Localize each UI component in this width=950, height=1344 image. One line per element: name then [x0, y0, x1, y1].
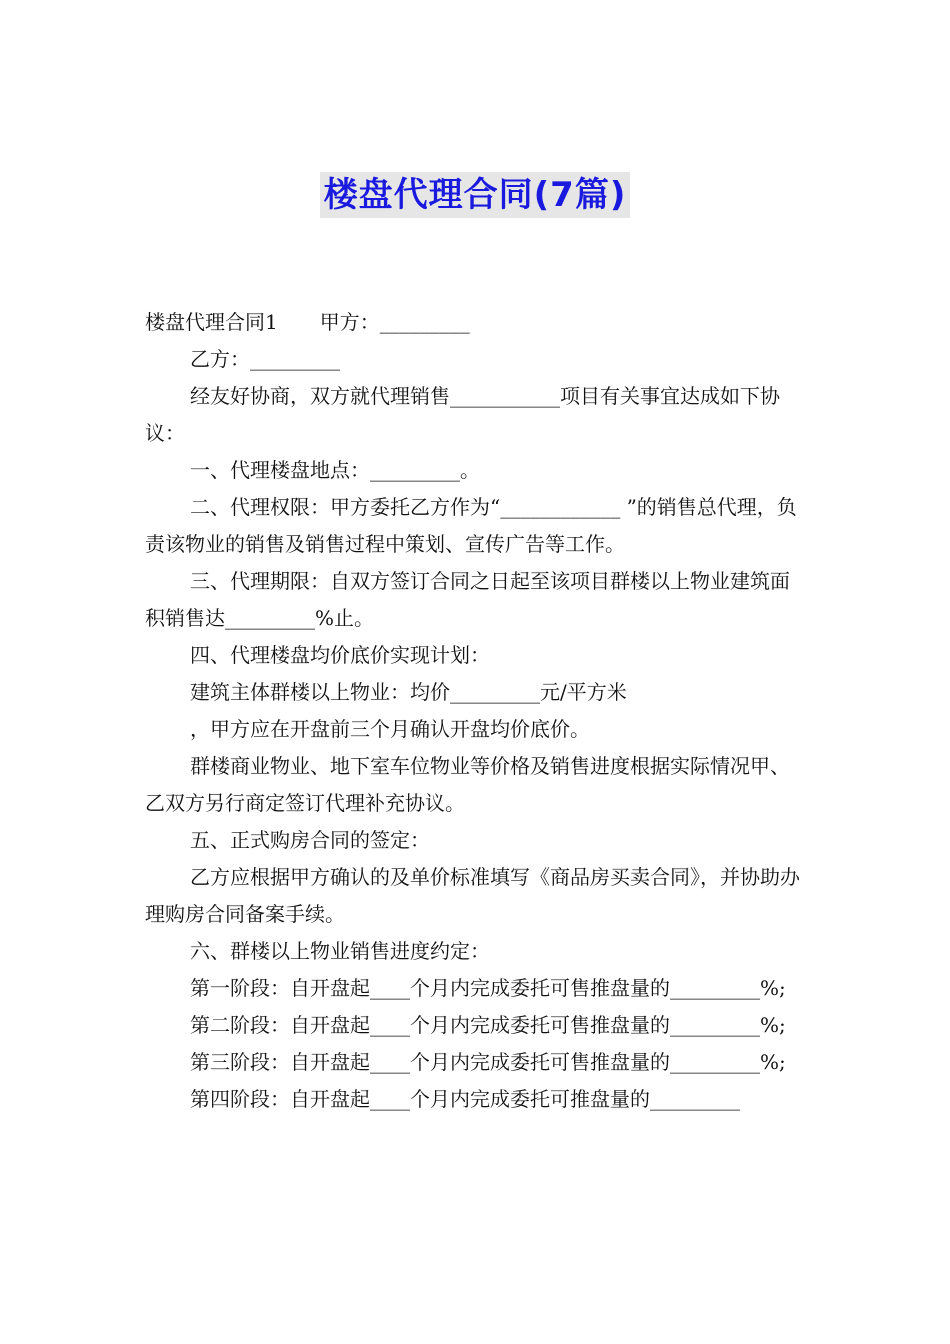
clause-4-heading: 四、代理楼盘均价底价实现计划： — [190, 643, 490, 667]
clause-2-authority: 二、代理权限：甲方委托乙方作为“____________ ”的销售总代理，负责该物业的销售及销售过程中策划、宣传广告等工作。 — [145, 495, 797, 556]
clause-3-term: 三、代理期限：自双方签订合同之日起至该项目群楼以上物业建筑面积销售达_________%止。 — [145, 569, 790, 630]
document-body — [145, 304, 809, 1118]
clause-4-commercial: 群楼商业物业、地下室车位物业等价格及销售进度根据实际情况甲、乙双方另行商定签订代理补充协议。 — [145, 754, 790, 815]
clause-6-heading: 六、群楼以上物业销售进度约定： — [190, 939, 490, 963]
party-a-line: 甲方：_________ — [319, 310, 470, 334]
party-b-line: 乙方：_________ — [190, 347, 340, 371]
clause-5-heading: 五、正式购房合同的签定： — [190, 828, 430, 852]
clause-4-confirm: ，甲方应在开盘前三个月确认开盘均价底价。 — [190, 717, 590, 741]
clause-4-avg-price: 建筑主体群楼以上物业：均价_________元/平方米 — [190, 680, 627, 704]
header-line — [145, 304, 809, 341]
document-title: 楼盘代理合同(7篇) — [320, 172, 631, 218]
stage-1: 第一阶段：自开盘起____个月内完成委托可售推盘量的_________%; — [190, 976, 786, 1000]
clause-1-location: 一、代理楼盘地点：_________。 — [190, 458, 480, 482]
stage-3: 第三阶段：自开盘起____个月内完成委托可售推盘量的_________%; — [190, 1050, 786, 1074]
contract-number-label: 楼盘代理合同1 — [145, 310, 278, 334]
stage-2: 第二阶段：自开盘起____个月内完成委托可售推盘量的_________%; — [190, 1013, 786, 1037]
stage-4: 第四阶段：自开盘起____个月内完成委托可推盘量的_________ — [190, 1087, 740, 1111]
title-container — [0, 172, 950, 218]
clause-5-body: 乙方应根据甲方确认的及单价标准填写《商品房买卖合同》，并协助办理购房合同备案手续。 — [145, 865, 800, 926]
intro-paragraph: 经友好协商，双方就代理销售___________项目有关事宜达成如下协议： — [145, 384, 780, 445]
